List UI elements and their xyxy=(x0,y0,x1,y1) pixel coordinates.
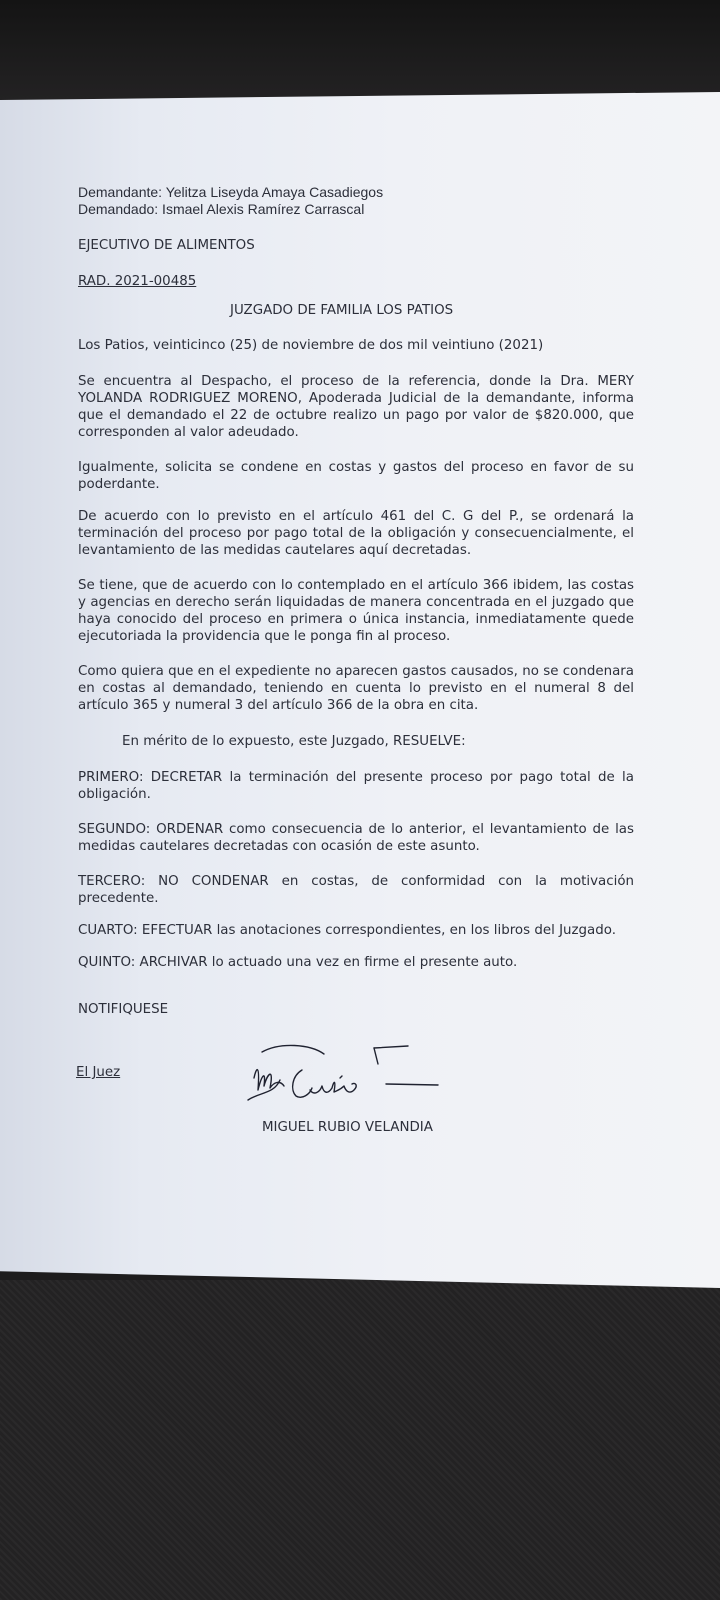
plaintiff-line: Demandante: Yelitza Liseyda Amaya Casadiegos xyxy=(78,184,384,200)
photo-background-top xyxy=(0,0,720,100)
judge-name: MIGUEL RUBIO VELANDIA xyxy=(262,1120,433,1135)
resolution-quinto: QUINTO: ARCHIVAR lo actuado una vez en firme el presente auto. xyxy=(78,955,518,970)
document-body xyxy=(78,184,634,1018)
notify-heading: NOTIFIQUESE xyxy=(78,1002,169,1017)
paragraph-2: Igualmente, solicita se condene en costas y gastos del proceso en favor de su poderdante. xyxy=(78,460,634,492)
process-type: EJECUTIVO DE ALIMENTOS xyxy=(78,238,255,253)
paragraph-4: Se tiene, que de acuerdo con lo contemplado en el artículo 366 ibidem, las costas y agencias en derecho serán liquidadas de manera concentrada en el juzgado que haya conocido del proceso en primera o única instancia, inmediatamente quede ejecutoriada la providencia que le ponga fin al proceso. xyxy=(78,578,634,644)
resolution-cuarto: CUARTO: EFECTUAR las anotaciones correspondientes, en los libros del Juzgado. xyxy=(78,923,616,938)
paragraph-1: Se encuentra al Despacho, el proceso de la referencia, donde la Dra. MERY YOLANDA RODRIGUEZ MORENO, Apoderada Judicial de la demandante, informa que el demandado el 22 de octubre realizo un pago por valor de $820.000, que corresponden al valor adeudado. xyxy=(78,374,634,440)
photo-background-bottom xyxy=(0,1280,720,1600)
court-heading: JUZGADO DE FAMILIA LOS PATIOS xyxy=(230,303,454,318)
resolution-primero: PRIMERO: DECRETAR la terminación del presente proceso por pago total de la obligación. xyxy=(78,770,634,802)
date-line: Los Patios, veinticinco (25) de noviembre de dos mil veintiuno (2021) xyxy=(78,338,544,353)
paragraph-5: Como quiera que en el expediente no aparecen gastos causados, no se condenara en costas al demandado, teniendo en cuenta lo previsto en el numeral 8 del artículo 365 y numeral 3 del artículo 366 de la obra en cita. xyxy=(78,664,634,713)
resolve-intro: En mérito de lo expuesto, este Juzgado, RESUELVE: xyxy=(122,734,466,749)
resolution-segundo: SEGUNDO: ORDENAR como consecuencia de lo anterior, el levantamiento de las medidas cautelares decretadas con ocasión de este asunto. xyxy=(78,822,634,854)
resolution-tercero: TERCERO: NO CONDENAR en costas, de conformidad con la motivación precedente. xyxy=(78,874,634,906)
paragraph-3: De acuerdo con lo previsto en el artículo 461 del C. G del P., se ordenará la terminación del proceso por pago total de la obligación y consecuencialmente, el levantamiento de las medidas cautelares aquí decretadas. xyxy=(78,509,634,558)
judge-label: El Juez xyxy=(76,1065,121,1080)
defendant-line: Demandado: Ismael Alexis Ramírez Carrascal xyxy=(78,201,365,217)
radicado: RAD. 2021-00485 xyxy=(78,274,197,289)
